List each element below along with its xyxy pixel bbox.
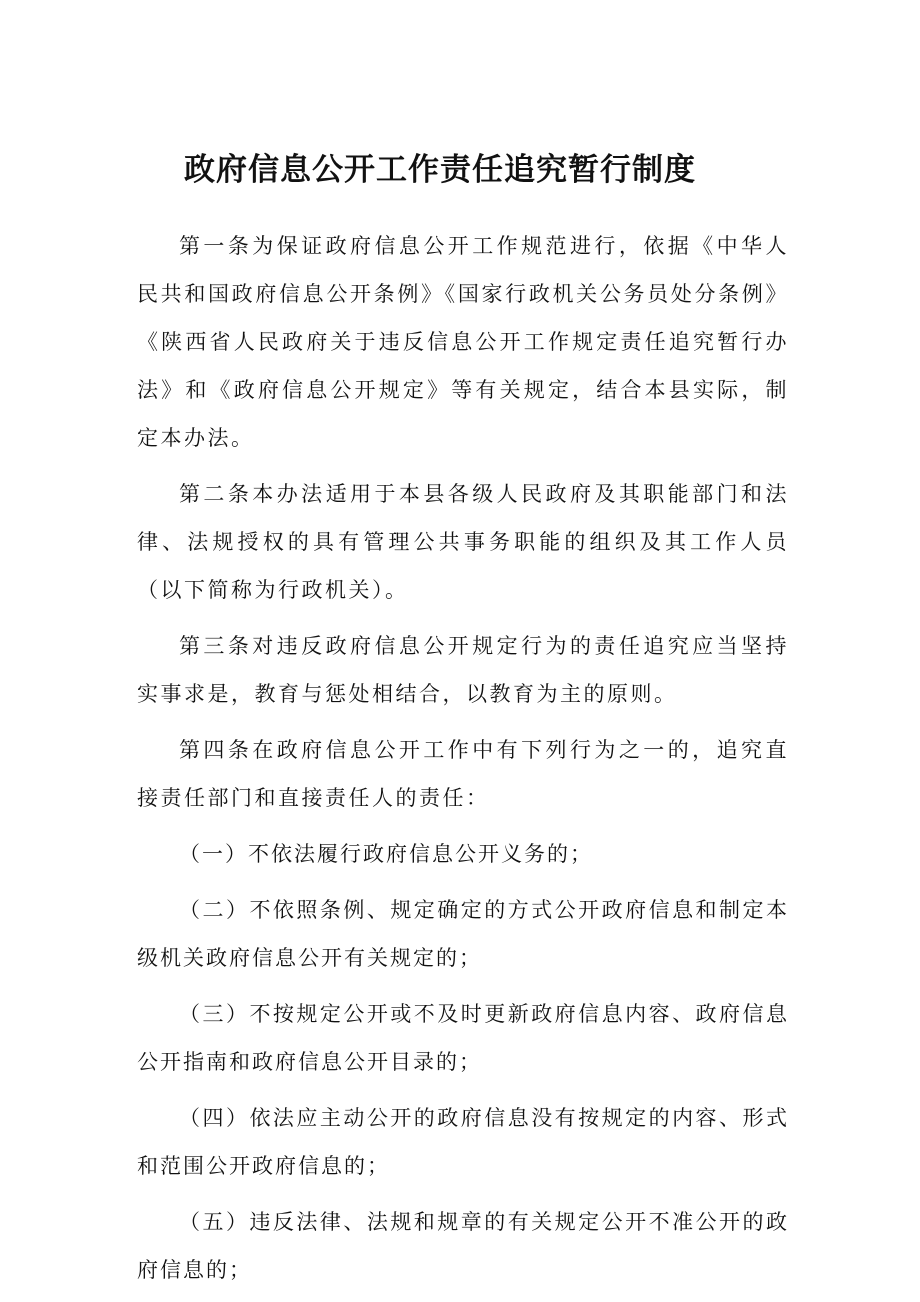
article-2-paragraph: 第二条本办法适用于本县各级人民政府及其职能部门和法律、法规授权的具有管理公共事务职能的组织及其工作人员（以下简称为行政机关）。 (137, 482, 789, 602)
article-4-paragraph: 第四条在政府信息公开工作中有下列行为之一的，追究直接责任部门和直接责任人的责任： (137, 738, 789, 810)
article-4-item-1: （一）不依法履行政府信息公开义务的； (179, 842, 593, 866)
article-3-paragraph: 第三条对违反政府信息公开规定行为的责任追究应当坚持实事求是，教育与惩处相结合，以教育为主的原则。 (137, 634, 789, 706)
document-title: 政府信息公开工作责任追究暂行制度 (184, 152, 696, 188)
article-4-item-4: （四）依法应主动公开的政府信息没有按规定的内容、形式和范围公开政府信息的； (137, 1106, 789, 1178)
document-body (137, 222, 789, 1302)
article-4-item-2: （二）不依照条例、规定确定的方式公开政府信息和制定本级机关政府信息公开有关规定的； (137, 898, 789, 970)
article-4-item-3: （三）不按规定公开或不及时更新政府信息内容、政府信息公开指南和政府信息公开目录的； (137, 1002, 789, 1074)
article-1-paragraph: 第一条为保证政府信息公开工作规范进行，依据《中华人民共和国政府信息公开条例》《国家行政机关公务员处分条例》《陕西省人民政府关于违反信息公开工作规定责任追究暂行办法》和《政府信息公开规定》等有关规定，结合本县实际，制定本办法。 (137, 234, 789, 450)
article-4-item-5: （五）违反法律、法规和规章的有关规定公开不准公开的政府信息的； (137, 1210, 789, 1282)
